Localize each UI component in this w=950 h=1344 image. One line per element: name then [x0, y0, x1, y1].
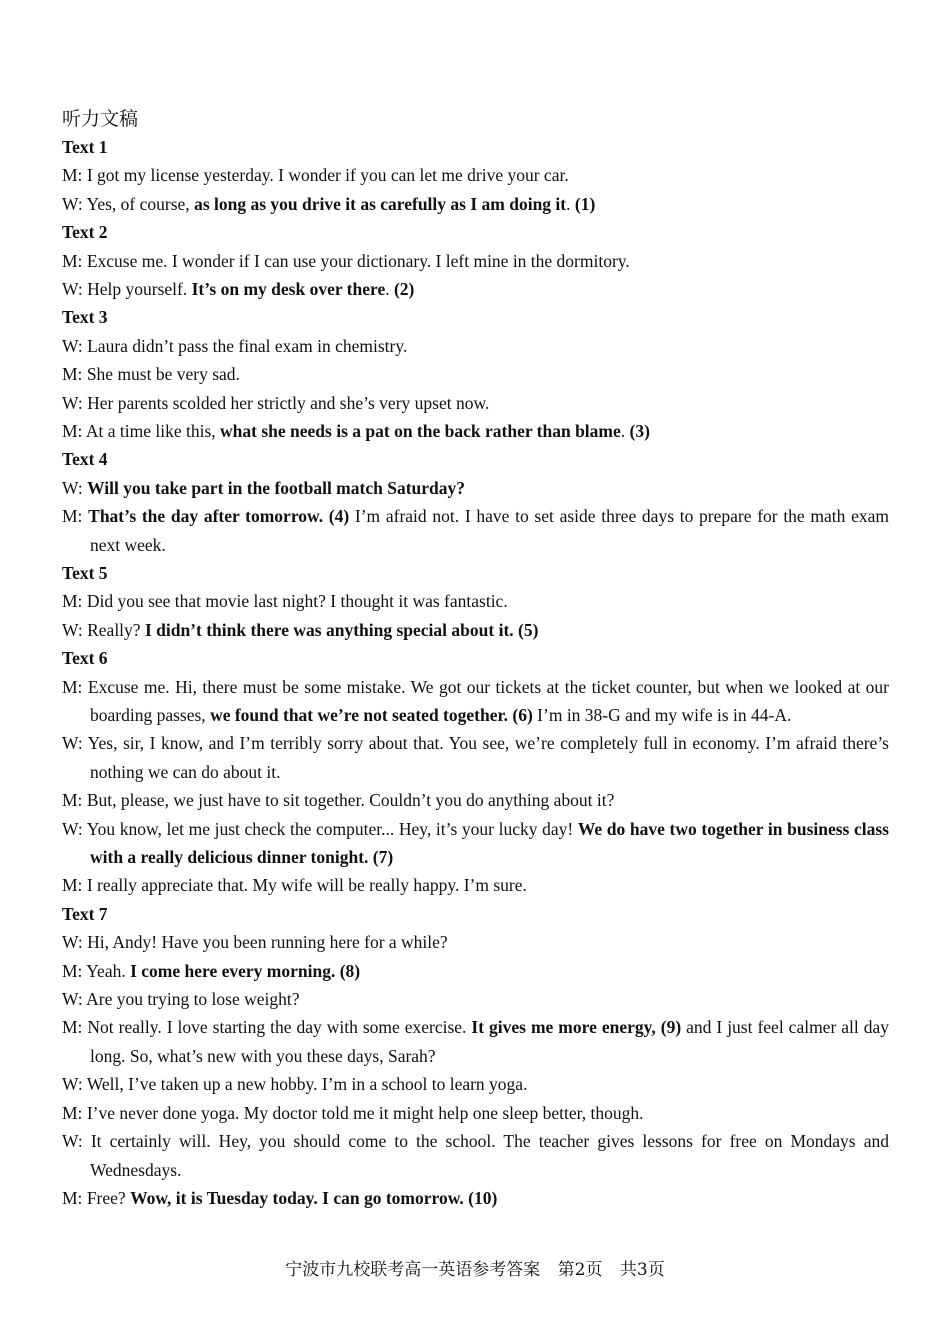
- dialogue-text: Her parents scolded her strictly and she’s very upset now.: [87, 392, 490, 413]
- dialogue-line: [62, 1013, 889, 1070]
- dialogue-line: [62, 417, 889, 445]
- dialogue-text: Did you see that movie last night? I thought it was fantastic.: [86, 591, 508, 612]
- answer-highlight: we found that we’re not seated together. (6): [210, 705, 533, 726]
- dialogue-text: .: [620, 421, 630, 442]
- dialogue-text: Excuse me. I wonder if I can use your dictionary. I left mine in the dormitory.: [86, 250, 630, 271]
- dialogue-line: [62, 871, 889, 899]
- section-heading: Text 3: [62, 307, 108, 328]
- speaker-label: W:: [62, 477, 83, 498]
- dialogue-text: and I just feel calmer all day long. So, what’s new with you these days, Sarah?: [90, 1017, 889, 1066]
- dialogue-line: [62, 616, 889, 644]
- answer-highlight: I come here every morning. (8): [130, 960, 361, 981]
- dialogue-text: She must be very sad.: [86, 364, 240, 385]
- dialogue-line: [62, 389, 889, 417]
- dialogue-line: [62, 190, 889, 218]
- section-heading: Text 7: [62, 903, 108, 924]
- transcript-page: [62, 105, 889, 1212]
- dialogue-line: [62, 247, 889, 275]
- speaker-label: M:: [62, 790, 83, 811]
- dialogue-line: [62, 957, 889, 985]
- dialogue-text: Free?: [86, 1187, 131, 1208]
- dialogue-line: [62, 1184, 889, 1212]
- dialogue-text: Laura didn’t pass the final exam in chemistry.: [87, 335, 408, 356]
- dialogue-line: [62, 1127, 889, 1184]
- speaker-label: M:: [62, 421, 83, 442]
- speaker-label: M:: [62, 591, 83, 612]
- answer-highlight: Wow, it is Tuesday today. I can go tomorrow. (10): [130, 1187, 498, 1208]
- dialogue-line: [62, 332, 889, 360]
- section-heading: Text 2: [62, 222, 108, 243]
- answer-highlight: Will you take part in the football match Saturday?: [87, 477, 465, 498]
- dialogue-text: Hi, Andy! Have you been running here for a while?: [87, 932, 448, 953]
- speaker-label: M:: [62, 1017, 83, 1038]
- speaker-label: M:: [62, 676, 83, 697]
- dialogue-text: Excuse me. Hi, there must be some mistake. We got our tickets at the ticket counter, but when we looked at our boarding passes,: [87, 676, 889, 726]
- dialogue-line: [62, 474, 889, 502]
- dialogue-text: You know, let me just check the computer... Hey, it’s your lucky day!: [86, 818, 578, 839]
- answer-highlight: what she needs is a pat on the back rather than blame: [220, 421, 621, 442]
- dialogue-line: [62, 161, 889, 189]
- answer-highlight: as long as you drive it as carefully as I am doing it: [194, 193, 567, 214]
- speaker-label: W:: [62, 1074, 83, 1095]
- dialogue-line: [62, 587, 889, 615]
- dialogue-text: But, please, we just have to sit together. Couldn’t you do anything about it?: [86, 790, 615, 811]
- page-footer: [0, 1258, 950, 1282]
- answer-highlight: It’s on my desk over there: [191, 279, 386, 299]
- dialogue-line: [62, 275, 889, 303]
- section-heading: Text 6: [62, 648, 108, 669]
- dialogue-text: I’m in 38-G and my wife is in 44-A.: [532, 705, 792, 726]
- speaker-label: W:: [62, 818, 83, 839]
- dialogue-line: [62, 360, 889, 388]
- footer-exam-title: 宁波市九校联考高一英语参考答案: [285, 1260, 541, 1280]
- speaker-label: W:: [62, 335, 83, 356]
- speaker-label: M:: [62, 364, 83, 385]
- page-title: 听力文稿: [62, 108, 139, 130]
- dialogue-text: Really?: [87, 619, 145, 640]
- section-heading: Text 4: [62, 449, 108, 470]
- footer-total-pages: 共3页: [619, 1260, 665, 1280]
- dialogue-text: Help yourself.: [87, 279, 192, 299]
- dialogue-text: .: [385, 279, 394, 299]
- section-heading: Text 5: [62, 563, 108, 584]
- dialogue-text: Well, I’ve taken up a new hobby. I’m in a school to learn yoga.: [86, 1074, 528, 1095]
- speaker-label: M:: [62, 250, 83, 271]
- answer-highlight: We do have two together in business class with a really delicious dinner tonight. (7): [90, 818, 889, 868]
- dialogue-text: At a time like this,: [85, 421, 221, 442]
- footer-page-number: 第2页: [557, 1260, 603, 1280]
- dialogue-text: I got my license yesterday. I wonder if you can let me drive your car.: [86, 165, 569, 186]
- speaker-label: W:: [62, 1131, 83, 1152]
- speaker-label: W:: [62, 733, 83, 754]
- dialogue-text: Yes, of course,: [86, 193, 195, 214]
- speaker-label: M:: [62, 506, 83, 527]
- speaker-label: W:: [62, 193, 83, 214]
- dialogue-text: .: [566, 193, 575, 214]
- speaker-label: W:: [62, 619, 83, 640]
- dialogue-line: [62, 1099, 889, 1127]
- dialogue-text: Yes, sir, I know, and I’m terribly sorry about that. You see, we’re completely full in economy. I’m afraid there’s nothing we can do about it.: [87, 733, 889, 782]
- answer-highlight: (2): [393, 279, 415, 299]
- dialogue-line: [62, 502, 889, 559]
- speaker-label: W:: [62, 989, 83, 1010]
- dialogue-line: [62, 673, 889, 730]
- dialogue-line: [62, 786, 889, 814]
- answer-highlight: It gives me more energy, (9): [471, 1017, 682, 1038]
- section-heading: Text 1: [62, 137, 108, 157]
- dialogue-text: Yeah.: [86, 960, 131, 981]
- dialogue-text: I really appreciate that. My wife will be really happy. I’m sure.: [86, 875, 527, 896]
- speaker-label: W:: [62, 279, 83, 299]
- speaker-label: M:: [62, 1102, 83, 1123]
- transcript-sections: [62, 133, 889, 1212]
- dialogue-line: [62, 985, 889, 1013]
- dialogue-line: [62, 729, 889, 786]
- dialogue-text: I’m afraid not. I have to set aside three days to prepare for the math exam next week.: [90, 506, 890, 555]
- speaker-label: W:: [62, 392, 83, 413]
- answer-highlight: (1): [574, 193, 596, 214]
- dialogue-text: Are you trying to lose weight?: [86, 989, 300, 1010]
- speaker-label: W:: [62, 932, 83, 953]
- dialogue-line: [62, 1070, 889, 1098]
- dialogue-text: Not really. I love starting the day with some exercise.: [87, 1017, 472, 1038]
- speaker-label: M:: [62, 1187, 83, 1208]
- dialogue-text: It certainly will. Hey, you should come to the school. The teacher gives lessons for free on Mondays and Wednesdays.: [90, 1131, 889, 1180]
- speaker-label: M:: [62, 875, 83, 896]
- dialogue-line: [62, 815, 889, 872]
- dialogue-line: [62, 928, 889, 956]
- dialogue-text: I’ve never done yoga. My doctor told me it might help one sleep better, though.: [86, 1102, 644, 1123]
- speaker-label: M:: [62, 165, 83, 186]
- speaker-label: M:: [62, 960, 83, 981]
- answer-highlight: That’s the day after tomorrow. (4): [88, 506, 350, 527]
- answer-highlight: I didn’t think there was anything special about it. (5): [144, 619, 539, 640]
- answer-highlight: (3): [629, 421, 650, 442]
